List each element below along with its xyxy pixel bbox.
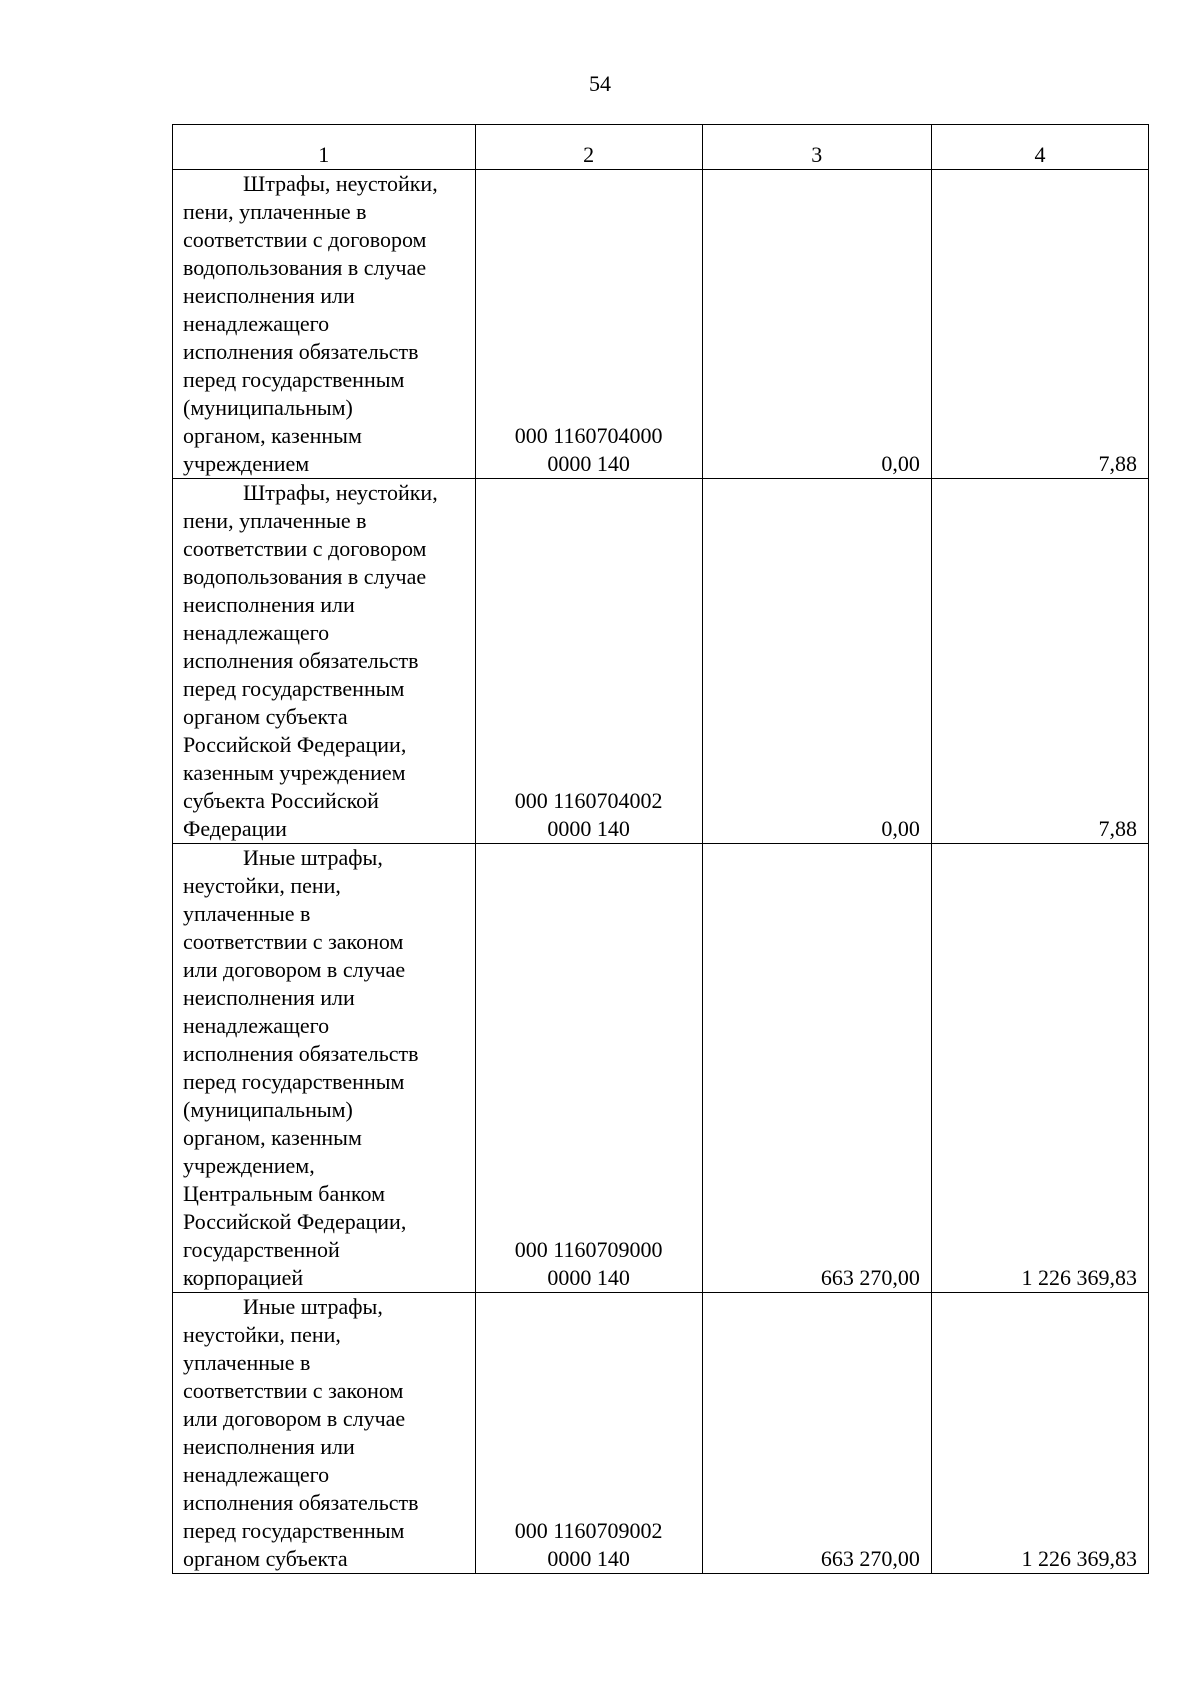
value-col-4: 7,88	[931, 170, 1148, 479]
description-line: уплаченные в	[183, 1350, 311, 1375]
value-col-4: 7,88	[931, 479, 1148, 844]
description-line: Штрафы, неустойки,	[243, 171, 438, 196]
header-col-3: 3	[702, 125, 931, 170]
description-line: соответствии с законом	[183, 929, 404, 954]
description-line: неисполнения или	[183, 985, 355, 1010]
description-line: государственной	[183, 1237, 340, 1262]
description-line: неисполнения или	[183, 1434, 355, 1459]
code-line: 000 1160704002	[514, 788, 663, 813]
code-line: 0000 140	[547, 1265, 630, 1290]
description-line: учреждением	[183, 451, 310, 476]
description-line: соответствии с договором	[183, 227, 427, 252]
description-line: ненадлежащего	[183, 311, 330, 336]
value-col-4: 1 226 369,83	[931, 1293, 1148, 1574]
value-col-4: 1 226 369,83	[931, 844, 1148, 1293]
description-line: Центральным банком	[183, 1181, 386, 1206]
code-cell	[475, 170, 702, 479]
code-cell	[475, 844, 702, 1293]
description-cell	[173, 170, 476, 479]
table-row	[173, 844, 1149, 1293]
code-line: 000 1160709002	[514, 1518, 663, 1543]
table-body	[173, 125, 1149, 1574]
description-line: казенным учреждением	[183, 760, 406, 785]
code-line: 0000 140	[547, 1546, 630, 1571]
value-col-3: 663 270,00	[702, 1293, 931, 1574]
description-line: исполнения обязательств	[183, 339, 419, 364]
description-line: ненадлежащего	[183, 1462, 330, 1487]
description-line: органом субъекта	[183, 1546, 348, 1571]
code-line: 0000 140	[547, 816, 630, 841]
table-header-row	[173, 125, 1149, 170]
value-col-3: 0,00	[702, 479, 931, 844]
description-line: соответствии с законом	[183, 1378, 404, 1403]
description-line: или договором в случае	[183, 957, 406, 982]
code-line: 000 1160704000	[514, 423, 663, 448]
description-line: пени, уплаченные в	[183, 199, 367, 224]
description-line: субъекта Российской	[183, 788, 379, 813]
description-line: исполнения обязательств	[183, 648, 419, 673]
description-line: ненадлежащего	[183, 620, 330, 645]
description-line: учреждением,	[183, 1153, 315, 1178]
table-row	[173, 1293, 1149, 1574]
description-line: неустойки, пени,	[183, 1322, 341, 1347]
header-col-2: 2	[475, 125, 702, 170]
description-line: ненадлежащего	[183, 1013, 330, 1038]
description-cell	[173, 844, 476, 1293]
description-line: перед государственным	[183, 676, 405, 701]
table-row	[173, 170, 1149, 479]
header-col-4: 4	[931, 125, 1148, 170]
description-line: уплаченные в	[183, 901, 311, 926]
header-col-1: 1	[173, 125, 476, 170]
description-line: неисполнения или	[183, 283, 355, 308]
revenue-table	[172, 124, 1149, 1574]
description-line: водопользования в случае	[183, 255, 427, 280]
description-line: перед государственным	[183, 1069, 405, 1094]
description-line: исполнения обязательств	[183, 1041, 419, 1066]
description-line: органом, казенным	[183, 423, 362, 448]
description-line: неустойки, пени,	[183, 873, 341, 898]
code-line: 0000 140	[547, 451, 630, 476]
description-line: Штрафы, неустойки,	[243, 480, 438, 505]
value-col-3: 0,00	[702, 170, 931, 479]
description-line: перед государственным	[183, 367, 405, 392]
description-line: водопользования в случае	[183, 564, 427, 589]
description-line: Российской Федерации,	[183, 1209, 407, 1234]
description-line: органом, казенным	[183, 1125, 362, 1150]
table-row	[173, 479, 1149, 844]
description-line: пени, уплаченные в	[183, 508, 367, 533]
description-line: Российской Федерации,	[183, 732, 407, 757]
description-line: перед государственным	[183, 1518, 405, 1543]
code-cell	[475, 479, 702, 844]
description-line: Иные штрафы,	[243, 1294, 383, 1319]
description-line: исполнения обязательств	[183, 1490, 419, 1515]
description-line: (муниципальным)	[183, 395, 353, 420]
code-cell	[475, 1293, 702, 1574]
description-line: Иные штрафы,	[243, 845, 383, 870]
description-line: (муниципальным)	[183, 1097, 353, 1122]
description-cell	[173, 1293, 476, 1574]
page-number: 54	[589, 71, 611, 96]
value-col-3: 663 270,00	[702, 844, 931, 1293]
description-line: неисполнения или	[183, 592, 355, 617]
description-line: соответствии с договором	[183, 536, 427, 561]
description-line: корпорацией	[183, 1265, 304, 1290]
description-line: или договором в случае	[183, 1406, 406, 1431]
description-line: Федерации	[183, 816, 287, 841]
description-cell	[173, 479, 476, 844]
description-line: органом субъекта	[183, 704, 348, 729]
code-line: 000 1160709000	[514, 1237, 663, 1262]
